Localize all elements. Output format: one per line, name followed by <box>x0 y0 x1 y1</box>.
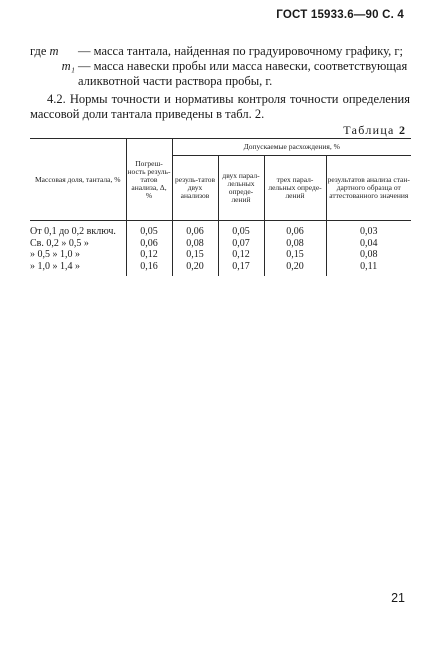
cell-three-parallel: 0,08 <box>264 238 326 250</box>
definition-m1 <box>30 59 410 89</box>
definition-symbol: m₁ <box>61 59 75 73</box>
cell-standard: 0,03 <box>326 221 411 238</box>
cell-delta: 0,16 <box>126 261 172 277</box>
cell-three-parallel: 0,06 <box>264 221 326 238</box>
cell-range: От 0,1 до 0,2 включ. <box>30 226 116 237</box>
table-row <box>30 221 411 238</box>
cell-two-results: 0,15 <box>172 249 218 261</box>
header-error: Погреш-ность резуль-татов анализа, Δ, % <box>126 139 172 221</box>
accuracy-table <box>30 138 411 276</box>
cell-two-results: 0,20 <box>172 261 218 277</box>
table-row <box>30 249 411 261</box>
table-caption-number: 2 <box>399 123 405 137</box>
cell-three-parallel: 0,15 <box>264 249 326 261</box>
definition-prefix: где <box>30 44 47 58</box>
header-allowed-discrepancies: Допускаемые расхождения, % <box>172 139 411 156</box>
cell-range: Св. 0,2 » 0,5 » <box>30 237 89 249</box>
table-row <box>30 238 411 250</box>
cell-range: » 0,5 » 1,0 » <box>30 249 80 260</box>
page-number: 21 <box>391 591 405 605</box>
header-two-results: резуль-татов двух анализов <box>172 156 218 221</box>
cell-two-parallel: 0,12 <box>218 249 264 261</box>
table-caption <box>343 123 405 138</box>
header-two-parallel: двух парал-лельных опреде-лений <box>218 156 264 221</box>
definition-symbol-cell <box>30 59 78 89</box>
definition-text: — масса тантала, найденная по градуировочному графику, г; <box>78 44 403 58</box>
document-header: ГОСТ 15933.6—90 С. 4 <box>276 9 404 21</box>
cell-delta: 0,12 <box>126 249 172 261</box>
cell-three-parallel: 0,20 <box>264 261 326 277</box>
variable-definitions <box>30 44 410 89</box>
cell-two-results: 0,06 <box>172 221 218 238</box>
header-three-parallel: трех парал-лельных опреде-лений <box>264 156 326 221</box>
cell-delta: 0,06 <box>126 238 172 250</box>
cell-delta: 0,05 <box>126 221 172 238</box>
definition-symbol: m <box>49 44 59 58</box>
definition-text: — масса навески пробы или масса навески, соответствующая аликвотной части раствора пробы, г. <box>78 59 408 88</box>
header-mass-fraction: Массовая доля, тантала, % <box>30 139 126 221</box>
cell-range: » 1,0 » 1,4 » <box>30 260 80 272</box>
cell-standard: 0,08 <box>326 249 411 261</box>
cell-two-parallel: 0,05 <box>218 221 264 238</box>
table-caption-word: Таблица <box>343 123 395 137</box>
cell-two-results: 0,08 <box>172 238 218 250</box>
table-row <box>30 261 411 277</box>
section-paragraph: 4.2. Нормы точности и нормативы контроля точности определения массовой доли тантала приведены в табл. 2. <box>30 92 410 121</box>
cell-two-parallel: 0,17 <box>218 261 264 277</box>
header-standard-sample: результатов анализа стан-дартного образца от аттестованного значения <box>326 156 411 221</box>
cell-standard: 0,04 <box>326 238 411 250</box>
cell-two-parallel: 0,07 <box>218 238 264 250</box>
cell-standard: 0,11 <box>326 261 411 277</box>
definition-m <box>30 44 410 59</box>
definition-symbol-cell <box>30 44 78 59</box>
